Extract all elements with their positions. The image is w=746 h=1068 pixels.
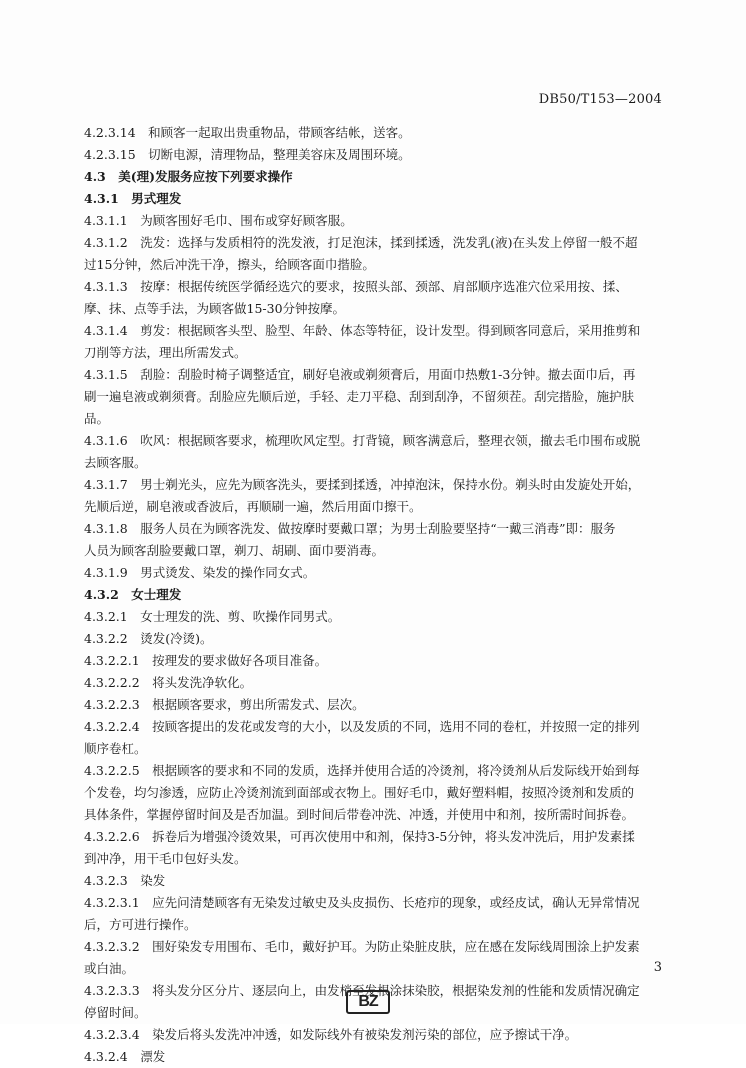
section-heading: 4.3.2 女士理发: [84, 587, 182, 602]
body-text-line: 后，方可进行操作。: [84, 917, 197, 932]
body-text-line: 4.3.2.2 烫发(冷烫)。: [84, 631, 213, 646]
body-text-line: 去顾客服。: [84, 455, 147, 470]
section-heading: 4.3 美(理)发服务应按下列要求操作: [84, 169, 293, 184]
body-text-line: 4.3.2.3.4 染发后将头发洗冲冲透，如发际线外有被染发剂污染的部位，应予擦试干净。: [84, 1027, 578, 1042]
body-text-line: 4.3.1.8 服务人员在为顾客洗发、做按摩时要戴口罩；为男士刮脸要坚持“一戴三消毒”即：服务: [84, 521, 616, 536]
body-text-line: 具体条件，掌握停留时间及是否加温。到时间后带卷冲洗、冲透，并使用中和剂，按所需时间拆卷。: [84, 807, 635, 822]
standard-code: DB50/T153—2004: [538, 92, 662, 107]
body-text-line: 4.2.3.15 切断电源，清理物品，整理美容床及周围环境。: [84, 147, 411, 162]
body-text-line: 4.3.2.2.4 按顾客提出的发花或发弯的大小，以及发质的不同，选用不同的卷杠，并按照一定的排列: [84, 719, 640, 734]
body-text-line: 4.3.1.2 洗发：选择与发质相符的洗发液，打足泡沫，揉到揉透，洗发乳(液)在头发上停留一般不超: [84, 235, 638, 250]
body-text-line: 4.3.2.3.1 应先问清楚顾客有无染发过敏史及头皮损伤、长疮疖的现象，或经皮试，确认无异常情况: [84, 895, 640, 910]
body-text-line: 4.3.2.3.3 将头发分区分片、逐层向上，由发梢至发根涂抹染胶，根据染发剂的性能和发质情况确定: [84, 983, 640, 998]
body-text-line: 4.3.2.4 漂发: [84, 1049, 166, 1064]
body-text-line: 人员为顾客刮脸要戴口罩，剃刀、胡刷、面巾要消毒。: [84, 543, 385, 558]
section-heading: 4.3.1 男式理发: [84, 191, 182, 206]
body-text-line: 4.3.2.3.2 围好染发专用围布、毛巾，戴好护耳。为防止染脏皮肤，应在感在发际线周围涂上护发素: [84, 939, 640, 954]
body-text-line: 品。: [84, 411, 110, 426]
body-text-line: 刷一遍皂液或剃须膏。刮脸应先顺后逆，手轻、走刀平稳、刮到刮净，不留须茬。刮完揩脸，施护肤: [84, 389, 635, 404]
body-text-line: 或白油。: [84, 961, 135, 976]
document-body: [84, 122, 666, 1068]
body-text-line: 4.3.2.3 染发: [84, 873, 166, 888]
body-text-line: 4.3.2.2.5 根据顾客的要求和不同的发质，选择并使用合适的冷烫剂，将冷烫剂从后发际线开始到每: [84, 763, 640, 778]
body-text-line: 到冲净，用干毛巾包好头发。: [84, 851, 247, 866]
body-text-line: 停留时间。: [84, 1005, 147, 1020]
body-text-line: 4.2.3.14 和顾客一起取出贵重物品，带顾客结帐，送客。: [84, 125, 411, 140]
body-text-line: 4.3.1.5 刮脸：刮脸时椅子调整适宜，刷好皂液或剃须膏后，用面巾热敷1-3分钟。撤去面巾后，再: [84, 367, 636, 382]
body-text-line: 4.3.2.2.6 拆卷后为增强冷烫效果，可再次使用中和剂，保持3-5分钟，将头发冲洗后，用护发素揉: [84, 829, 635, 844]
body-text-line: 4.3.1.6 吹风：根据顾客要求，梳理吹风定型。打背镜，顾客满意后，整理衣领，撤去毛巾围布或脱: [84, 433, 641, 448]
body-text-line: 4.3.2.1 女士理发的洗、剪、吹操作同男式。: [84, 609, 341, 624]
body-text-line: 先顺后逆，刷皂液或香波后，再顺刷一遍，然后用面巾擦干。: [84, 499, 422, 514]
bz-logo: [346, 990, 390, 1014]
body-text-line: 过15分钟，然后冲洗干净，擦头，给顾客面巾揩脸。: [84, 257, 375, 272]
page-number: 3: [653, 960, 662, 975]
body-text-line: 刀削等方法，理出所需发式。: [84, 345, 247, 360]
body-text-line: 4.3.1.4 剪发：根据顾客头型、脸型、年龄、体态等特征，设计发型。得到顾客同意后，采用推剪和: [84, 323, 641, 338]
body-text-line: 4.3.1.7 男士剃光头，应先为顾客洗头，要揉到揉透，冲掉泡沫，保持水份。剃头时由发旋处开始，: [84, 477, 641, 492]
bz-logo-text: BZ: [358, 993, 378, 1010]
body-text-line: 4.3.2.2.1 按理发的要求做好各项目准备。: [84, 653, 328, 668]
body-text-line: 4.3.2.2.2 将头发洗净软化。: [84, 675, 253, 690]
body-text-line: 4.3.1.1 为顾客围好毛巾、围布或穿好顾客服。: [84, 213, 353, 228]
body-text-line: 摩、抹、点等手法，为顾客做15-30分钟按摩。: [84, 301, 346, 316]
body-text-line: 顺序卷杠。: [84, 741, 147, 756]
body-text-line: 4.3.2.2.3 根据顾客要求，剪出所需发式、层次。: [84, 697, 365, 712]
body-text-line: 4.3.1.9 男式烫发、染发的操作同女式。: [84, 565, 316, 580]
body-text-line: 个发卷，均匀渗透，应防止冷烫剂流到面部或衣物上。围好毛巾，戴好塑料帽，按照冷烫剂和发质的: [84, 785, 635, 800]
body-text-line: 4.3.1.3 按摩：根据传统医学循经选穴的要求，按照头部、颈部、肩部顺序选准穴位采用按、揉、: [84, 279, 628, 294]
